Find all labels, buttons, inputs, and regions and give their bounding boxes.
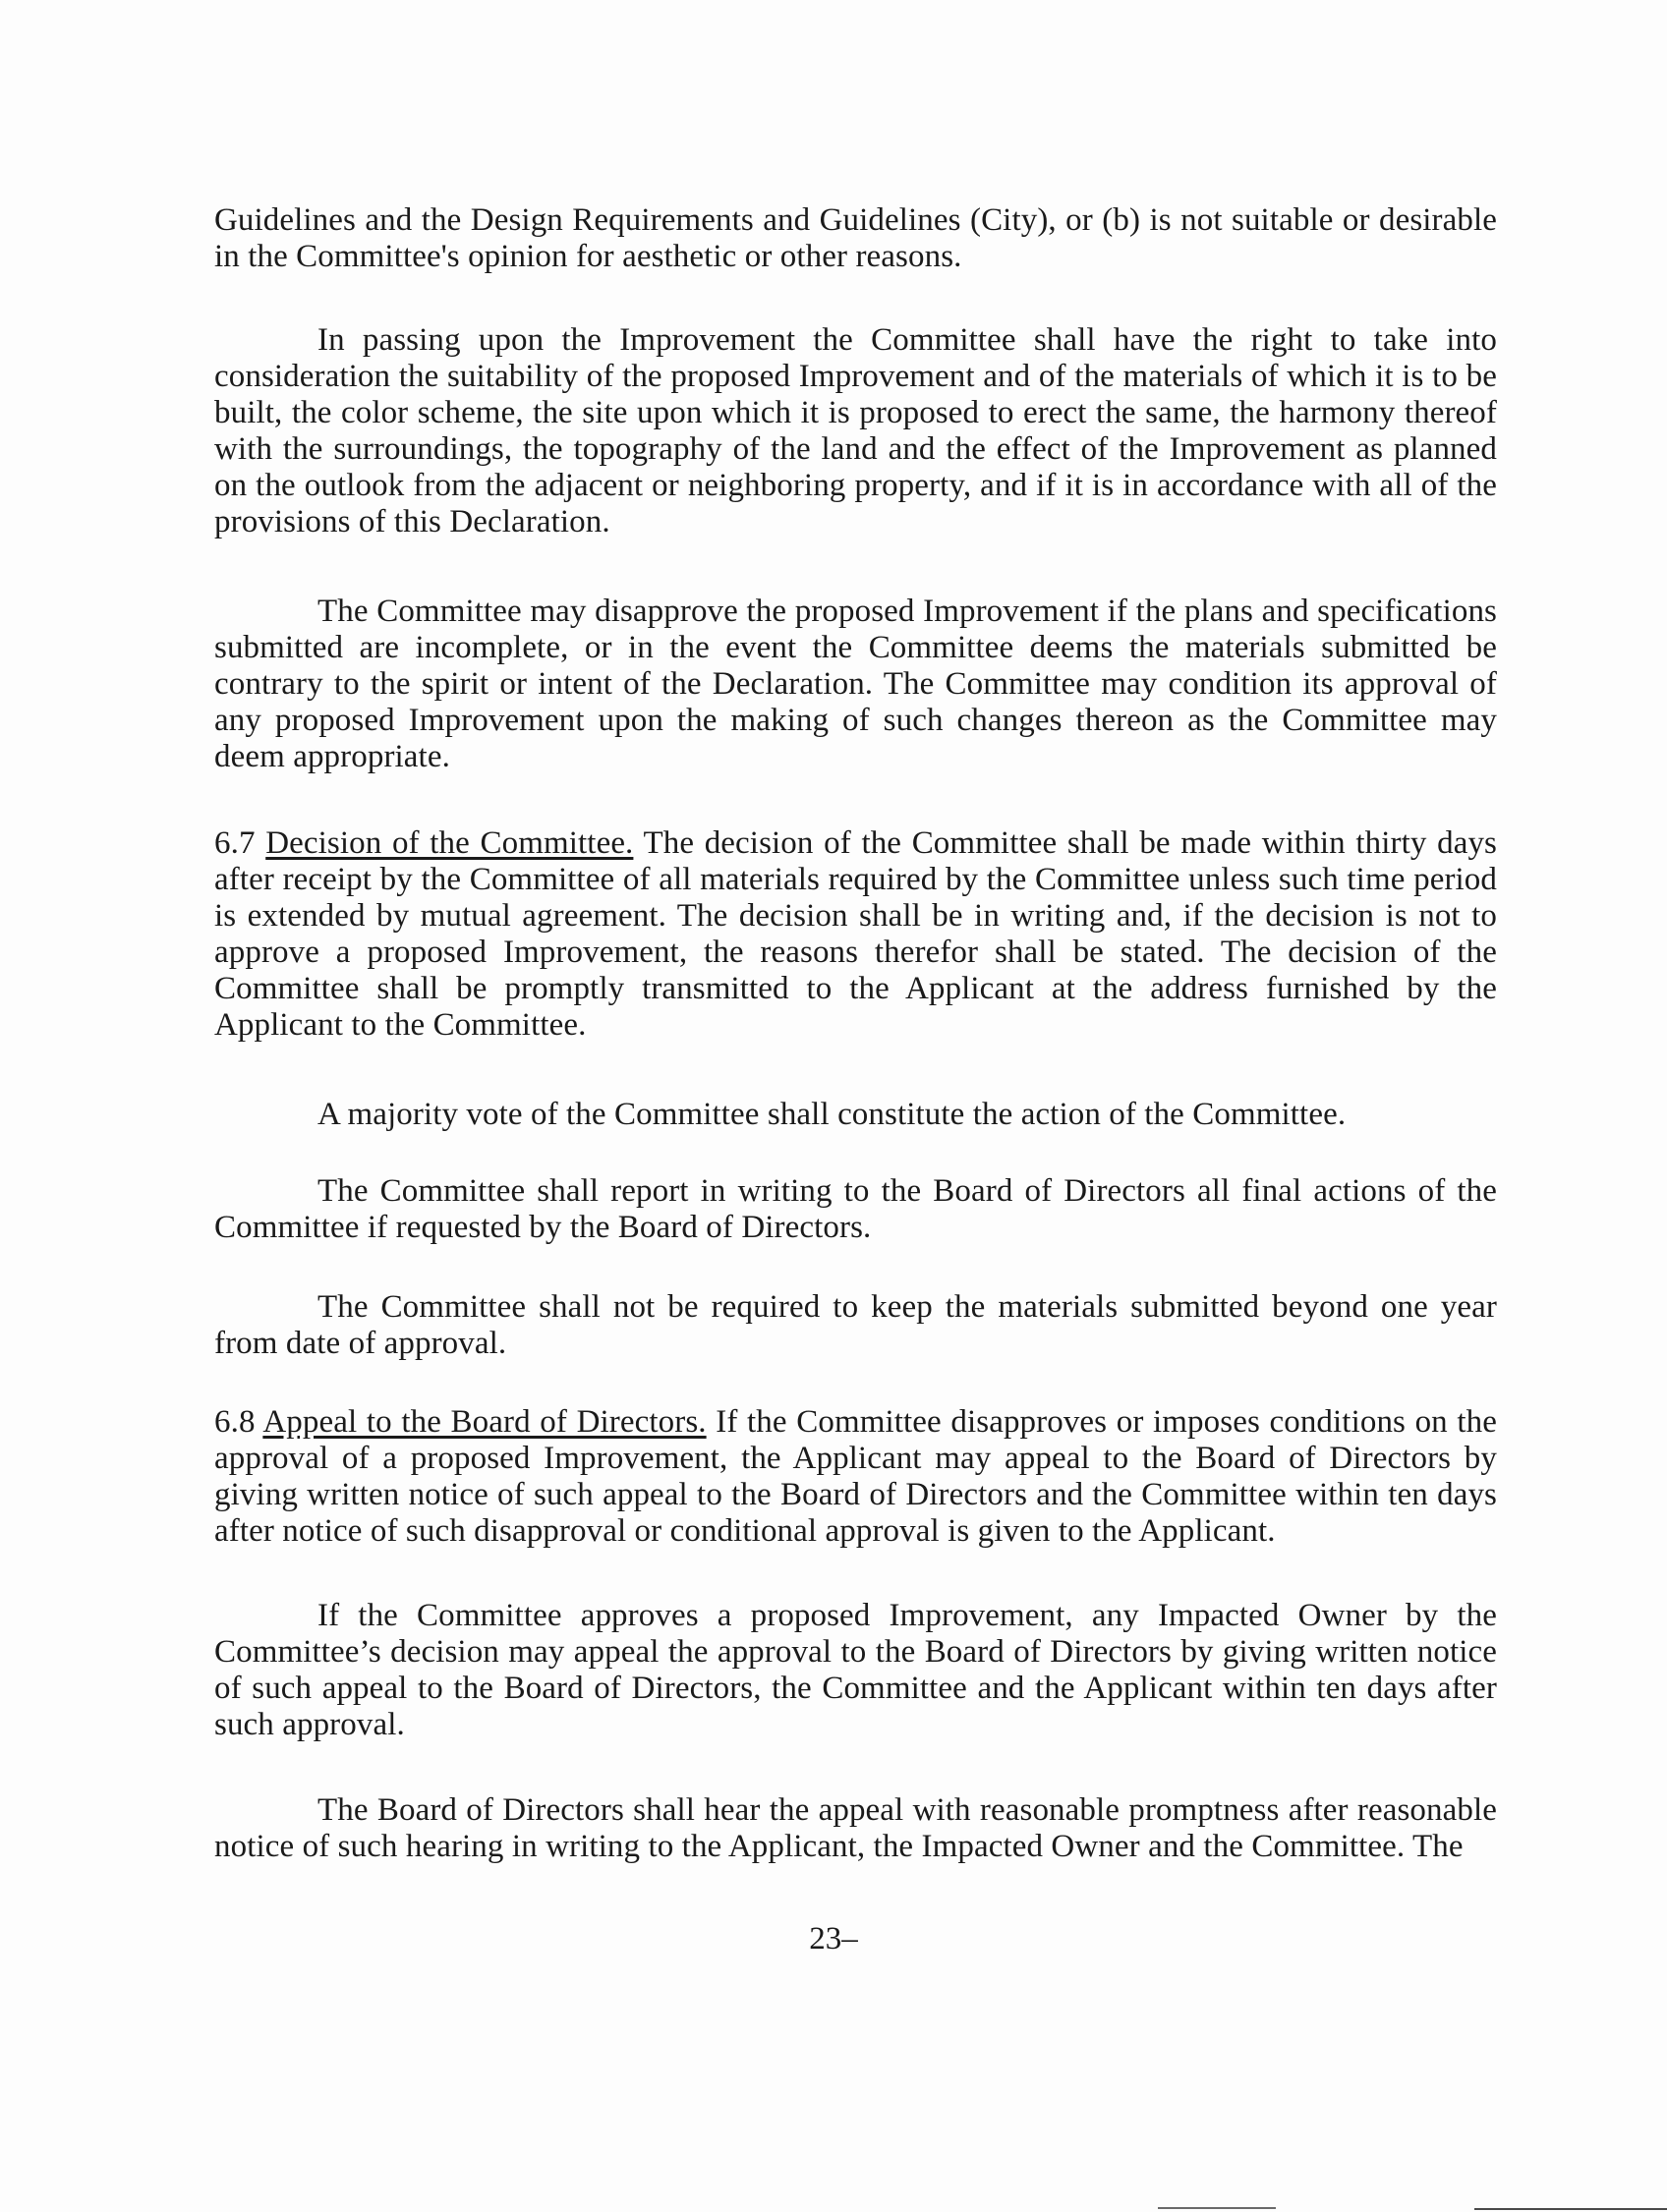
paragraph-board-hear-appeal: The Board of Directors shall hear the appeal with reasonable promptness after reasonable notice of such hearing in writing to the Applicant, the Impacted Owner and the Committee. The [214,1792,1497,1864]
paragraph-impacted-owner-appeal: If the Committee approves a proposed Improvement, any Impacted Owner by the Committee’s decision may appeal the approval to the Board of Directors by giving written notice of such appeal to the Board of Directors, the Committee and the Applicant within ten days after such approval. [214,1598,1497,1742]
section-heading: Decision of the Committee. [265,825,634,861]
scan-artifact-line [1474,2208,1667,2210]
section-6-7-decision [214,825,1497,1044]
section-number: 6.7 [214,825,256,861]
page-number: 23– [809,1921,858,1957]
paragraph-passing-upon-improvement: In passing upon the Improvement the Committee shall have the right to take into consideration the suitability of the proposed Improvement and of the materials of which it is to be built, the color scheme, the site upon which it is proposed to erect the same, the harmony thereof with the surroundings, the topography of the land and the effect of the Improvement as planned on the outlook from the adjacent or neighboring property, and if it is in accordance with all of the provisions of this Declaration. [214,322,1497,539]
section-heading: Appeal to the Board of Directors. [262,1404,707,1440]
paragraph-majority-vote: A majority vote of the Committee shall constitute the action of the Committee. [317,1097,1347,1132]
section-number: 6.8 [214,1404,256,1440]
section-body: The decision of the Committee shall be made within thirty days after receipt by the Committee of all materials required by the Committee unless such time period is extended by mutual agreement. The decision shall be in writing and, if the decision is not to approve a proposed Improvement, the reasons therefor shall be stated. The decision of the Committee shall be promptly transmitted to the Applicant at the address furnished by the Applicant to the Committee. [214,825,1497,1043]
scan-artifact-line [1158,2207,1276,2209]
paragraph-committee-may-disapprove: The Committee may disapprove the proposed Improvement if the plans and specifications submitted are incomplete, or in the event the Committee deems the materials submitted be contrary to the spirit or intent of the Declaration. The Committee may condition its approval of any proposed Improvement upon the making of such changes thereon as the Committee may deem appropriate. [214,594,1497,774]
paragraph-report-to-board: The Committee shall report in writing to the Board of Directors all final actions of the Committee if requested by the Board of Directors. [214,1173,1497,1245]
paragraph-design-guidelines-continued: Guidelines and the Design Requirements and Guidelines (City), or (b) is not suitable or desirable in the Committee's opinion for aesthetic or other reasons. [214,202,1497,274]
section-body: If the Committee disapproves or imposes conditions on the approval of a proposed Improvement, the Applicant may appeal to the Board of Directors by giving written notice of such appeal to the Board of Directors and the Committee within ten days after notice of such disapproval or conditional approval is given to the Applicant. [214,1404,1498,1549]
section-6-8-appeal [214,1404,1497,1550]
paragraph-keep-materials: The Committee shall not be required to keep the materials submitted beyond one year from date of approval. [214,1289,1497,1361]
